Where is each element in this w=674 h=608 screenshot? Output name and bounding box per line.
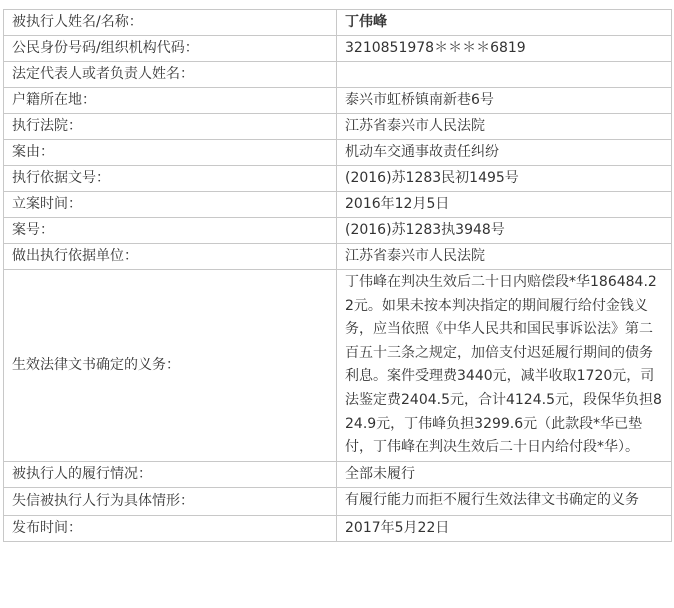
table-row (4, 218, 672, 244)
row-label-domicile: 户籍所在地： (4, 88, 337, 114)
row-label-filing-date: 立案时间： (4, 192, 337, 218)
row-value-executing-court: 江苏省泰兴市人民法院 (337, 114, 672, 140)
table-row (4, 88, 672, 114)
row-label-legal-representative: 法定代表人或者负责人姓名： (4, 62, 337, 88)
row-label-obligation: 生效法律文书确定的义务： (4, 270, 337, 462)
row-label-name: 被执行人姓名/名称： (4, 10, 337, 36)
table-row (4, 270, 672, 462)
table-row (4, 192, 672, 218)
row-value-performance: 全部未履行 (337, 461, 672, 487)
row-label-basis-issuer: 做出执行依据单位： (4, 244, 337, 270)
row-label-publish-date: 发布时间： (4, 515, 337, 541)
row-value-basis-doc-number: (2016)苏1283民初1495号 (337, 166, 672, 192)
row-label-dishonest-conduct: 失信被执行人行为具体情形： (4, 487, 337, 515)
row-value-id-number: 3210851978＊＊＊＊6819 (337, 36, 672, 62)
row-value-case-number: (2016)苏1283执3948号 (337, 218, 672, 244)
row-value-publish-date: 2017年5月22日 (337, 515, 672, 541)
row-value-name: 丁伟峰 (337, 10, 672, 36)
row-value-obligation: 丁伟峰在判决生效后二十日内赔偿段*华186484.22元。如果未按本判决指定的期间履行给付金钱义务，应当依照《中华人民共和国民事诉讼法》第二百五十三条之规定，加倍支付迟延履行期间的债务利息。案件受理费3440元，减半收取1720元，司法鉴定费2404.5元，合计4124.5元，段保华负担824.9元，丁伟峰负担3299.6元（此款段*华已垫付，丁伟峰在判决生效后二十日内给付段*华）。 (337, 270, 672, 462)
table-row (4, 487, 672, 515)
table-row (4, 515, 672, 541)
row-value-basis-issuer: 江苏省泰兴市人民法院 (337, 244, 672, 270)
row-label-executing-court: 执行法院： (4, 114, 337, 140)
row-value-filing-date: 2016年12月5日 (337, 192, 672, 218)
dishonest-debtor-info-table (3, 9, 672, 542)
row-value-cause: 机动车交通事故责任纠纷 (337, 140, 672, 166)
table-row (4, 140, 672, 166)
row-value-domicile: 泰兴市虹桥镇南新巷6号 (337, 88, 672, 114)
table-row (4, 114, 672, 140)
row-label-cause: 案由： (4, 140, 337, 166)
row-label-basis-doc-number: 执行依据文号： (4, 166, 337, 192)
row-value-legal-representative (337, 62, 672, 88)
row-label-performance: 被执行人的履行情况： (4, 461, 337, 487)
row-label-case-number: 案号： (4, 218, 337, 244)
row-label-id-number: 公民身份号码/组织机构代码： (4, 36, 337, 62)
table-row (4, 244, 672, 270)
row-value-dishonest-conduct: 有履行能力而拒不履行生效法律文书确定的义务 (337, 487, 672, 515)
table-row (4, 10, 672, 36)
table-row (4, 62, 672, 88)
table-row (4, 461, 672, 487)
table-row (4, 166, 672, 192)
table-row (4, 36, 672, 62)
